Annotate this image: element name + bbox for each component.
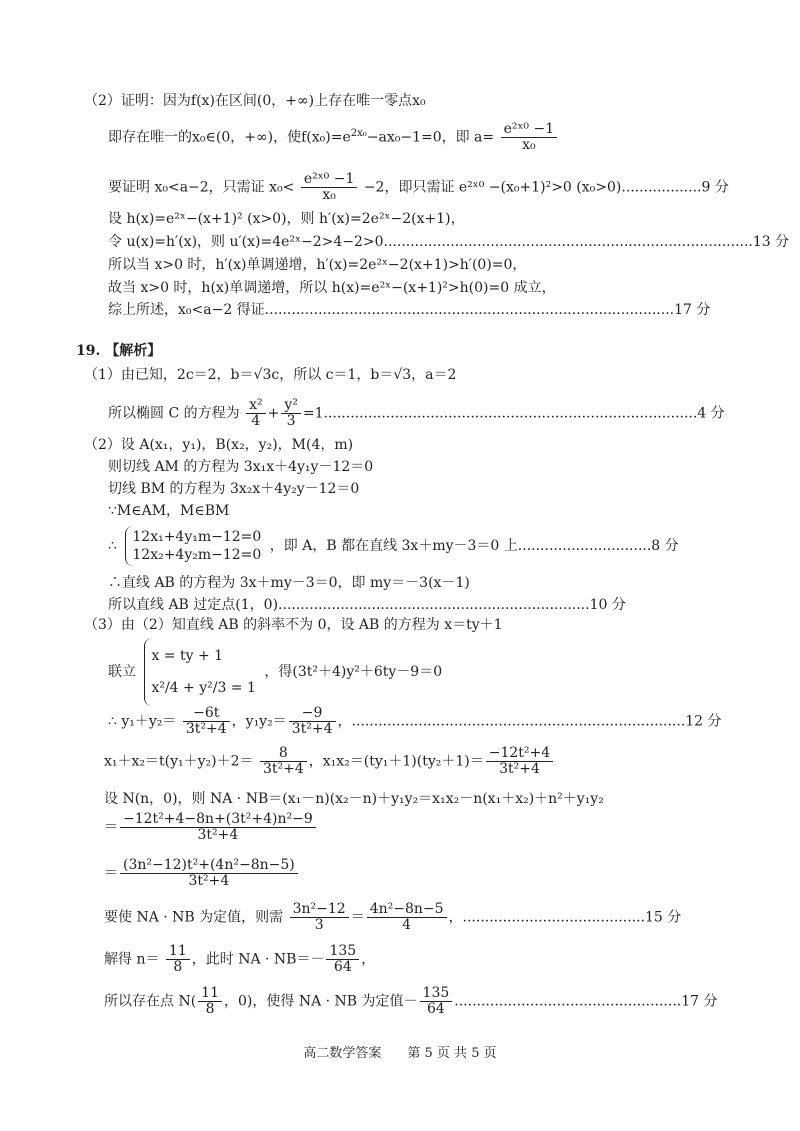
q19-p2-line7: 所以直线 AB 过定点(1，0)......................................................................10 分: [108, 597, 626, 613]
fraction: $\frac{-6t}{\text{3t²+4}}$: [183, 706, 230, 737]
fraction: $\frac{11}{8}$: [198, 986, 222, 1017]
q18-line6: 所以当 x>0 时，h′(x)单调递增，h′(x)=2e²ˣ−2(x+1)>h′(0)=0，: [108, 257, 527, 273]
fraction: $\frac{\text{−12t²+4}}{\text{3t²+4}}$: [486, 746, 553, 777]
fraction: $\frac{11}{8}$: [166, 944, 190, 975]
q19-header: 19. 【解析】: [76, 343, 162, 359]
fraction: $\frac{8}{\text{3t²+4}}$: [260, 746, 307, 777]
fraction: $\frac{\text{4n²−8n−5}}{4}$: [367, 902, 447, 933]
fraction: $\frac{-9}{\text{3t²+4}}$: [289, 706, 336, 737]
fraction: $\frac{\text{(3n²−12)t²+(4n²−8n−5)}}{\text{3t²+4}}$: [120, 858, 298, 889]
q19-p1-line1: （1）由已知，2c＝2，b＝√3c，所以 c＝1，b＝√3，a＝2: [84, 367, 457, 383]
fraction: $\frac{\text{x²}}{4}$: [246, 398, 266, 429]
equation-system: x = ty + 1 x²/4 + y²/3 = 1: [144, 638, 255, 706]
q19-p2-line4: ∵M∈AM，M∈BM: [108, 503, 230, 519]
equation-system: 12x₁+4y₁m−12=0 12x₂+4y₂m−12=0: [125, 526, 261, 566]
page-footer: 高二数学答案 第 5 页 共 5 页: [303, 1046, 497, 1061]
q18-line8: 综上所述，x₀<a−2 得证............................................................................................17 分: [108, 302, 711, 318]
q19-p2-line1: （2）设 A(x₁，y₁)，B(x₂，y₂)，M(4，m): [84, 437, 354, 453]
q19-p2-line5: ∴ 12x₁+4y₁m−12=0 12x₂+4y₂m−12=0 ，即 A，B 都在直线 3x＋my－3＝0 上..............................8 分: [108, 526, 679, 566]
q19-p3-line8: 要使 NA · NB 为定值，则需 $\frac{\text{3n²−12}}{3}$ ＝ $\frac{\text{4n²−8n−5}}{4}$ ，.........................................15 分: [104, 901, 682, 933]
q19-p3-line10: 所以存在点 N( $\frac{11}{8}$ ，0)，使得 NA · NB 为定值－ $\frac{135}{64}$ ...................................................17 分: [104, 985, 718, 1017]
q18-line3: 要证明 x₀<a−2，只需证 x₀< $\frac{\text{e²ˣ⁰ −1}}{\text{x₀}}$ −2，即只需证 e²ˣ⁰ −(x₀+1)²>0 (x₀>0)..................9 分: [108, 171, 729, 203]
q19-p3-line6: ＝ $\frac{\text{−12t²+4−8n+(3t²+4)n²−9}}{\text{3t²+4}}$: [104, 812, 318, 843]
q18-line2: 即存在唯一的x₀∈(0，+∞)，使$f(x_0)=e^{2x_0}-ax_0-1=0$，即 a= $\frac{\text{e²ˣ⁰ −1}}{\text{x₀}}$: [108, 122, 559, 153]
q19-p3-line2: 联立 x = ty + 1 x²/4 + y²/3 = 1 ，得(3t²＋4)y²＋6ty－9＝0: [108, 638, 442, 706]
q19-p3-line5: 设 N(n，0)，则 NA · NB＝(x₁－n)(x₂－n)＋y₁y₂＝x₁x₂－n(x₁＋x₂)＋n²＋y₁y₂: [104, 791, 604, 807]
q18-line5: 令 u(x)=h′(x)，则 u′(x)=4e²ˣ−2>4−2>0...................................................................................13 分: [108, 234, 790, 250]
q19-p3-line9: 解得 n＝ $\frac{11}{8}$ ，此时 NA · NB＝－ $\frac{135}{64}$ ，: [104, 943, 376, 975]
q19-p1-line2: 所以椭圆 C 的方程为 $\frac{\text{x²}}{4}$ + $\frac{\text{y²}}{3}$ =1....................................................................................4 分: [108, 397, 725, 429]
q19-p3-line3: ∴ y₁＋y₂＝ $\frac{-6t}{\text{3t²+4}}$ ，y₁y₂＝ $\frac{-9}{\text{3t²+4}}$ ，...........................................................................12 分: [108, 705, 722, 737]
q18-proof-intro: （2）证明：因为f(x)在区间(0，+∞)上存在唯一零点x₀: [84, 93, 426, 109]
fraction: $\frac{135}{64}$: [420, 986, 453, 1017]
fraction: $\frac{\text{y²}}{3}$: [281, 398, 301, 429]
q19-p2-line3: 切线 BM 的方程为 3x₂x＋4y₂y－12＝0: [108, 481, 360, 497]
fraction: $\frac{\text{e²ˣ⁰ −1}}{\text{x₀}}$: [501, 122, 558, 153]
q19-p3-line4: x₁＋x₂＝t(y₁＋y₂)＋2＝ $\frac{8}{\text{3t²+4}}$ ，x₁x₂＝(ty₁＋1)(ty₂＋1)＝ $\frac{\text{−12t²+4}}{\text{3t²+4}}$: [104, 746, 555, 777]
fraction: $\frac{\text{e²ˣ⁰ −1}}{\text{x₀}}$: [301, 172, 358, 203]
fraction: $\frac{\text{3n²−12}}{3}$: [290, 902, 349, 933]
fraction: $\frac{135}{64}$: [326, 944, 359, 975]
fraction: $\frac{\text{−12t²+4−8n+(3t²+4)n²−9}}{\text{3t²+4}}$: [120, 812, 316, 843]
q19-p3-line7: ＝ $\frac{\text{(3n²−12)t²+(4n²−8n−5)}}{\text{3t²+4}}$: [104, 858, 300, 889]
q18-line4: 设 h(x)=e²ˣ−(x+1)² (x>0)，则 h′(x)=2e²ˣ−2(x+1)，: [108, 211, 465, 227]
q19-p2-line6: ∴直线 AB 的方程为 3x＋my－3＝0，即 my＝－3(x－1): [108, 575, 470, 591]
q19-p3-line1: （3）由（2）知直线 AB 的斜率不为 0，设 AB 的方程为 x＝ty＋1: [84, 617, 503, 633]
q19-p2-line2: 则切线 AM 的方程为 3x₁x＋4y₁y－12＝0: [108, 459, 374, 475]
q18-line7: 故当 x>0 时，h(x)单调递增，所以 h(x)=e²ˣ−(x+1)²>h(0)=0 成立，: [108, 280, 556, 296]
